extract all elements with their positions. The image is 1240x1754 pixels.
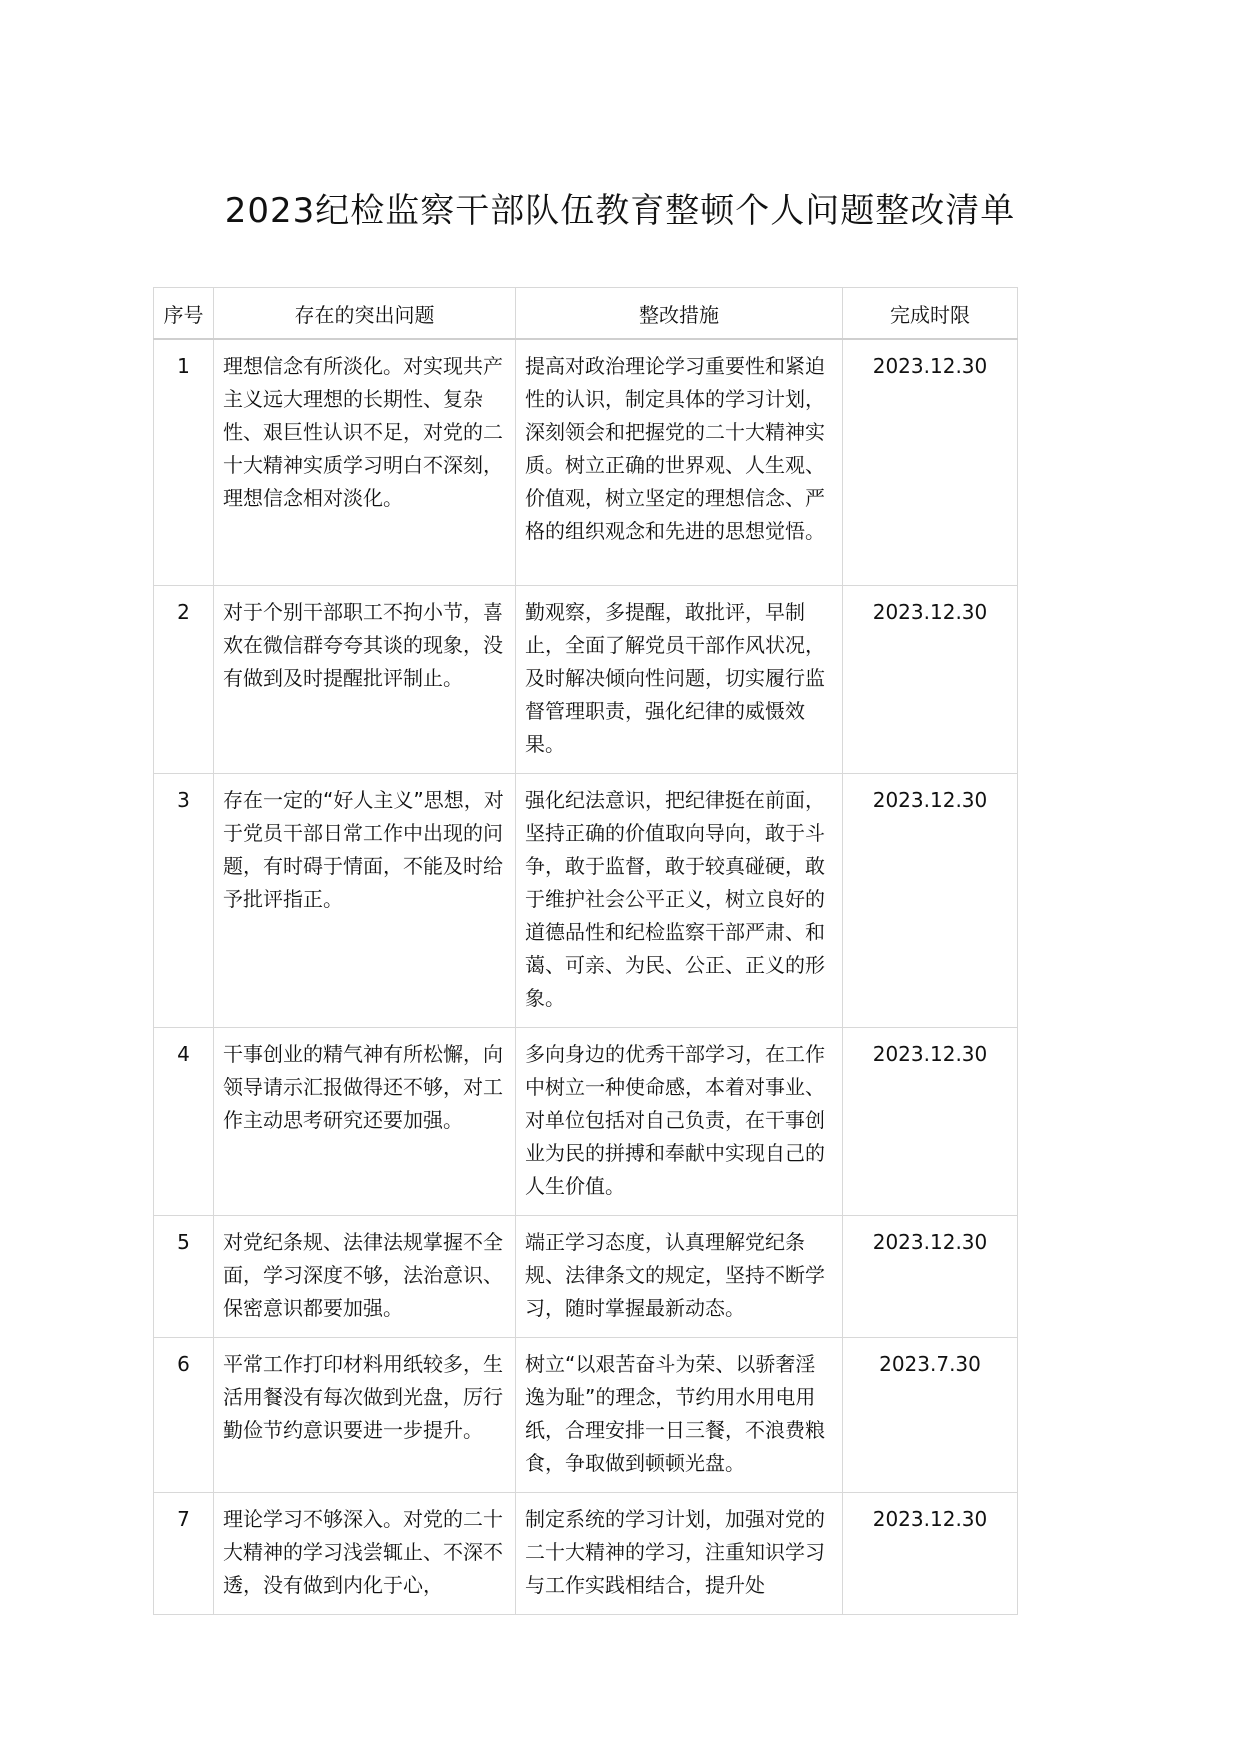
header-measures: 整改措施	[516, 288, 843, 340]
table-row	[154, 1492, 1018, 1614]
row-deadline: 2023.12.30	[843, 585, 1018, 773]
row-deadline: 2023.12.30	[843, 773, 1018, 1027]
header-problem: 存在的突出问题	[214, 288, 516, 340]
row-deadline: 2023.12.30	[843, 1492, 1018, 1614]
row-index: 2	[154, 585, 214, 773]
table-header	[154, 288, 1018, 340]
header-deadline: 完成时限	[843, 288, 1018, 340]
row-index: 4	[154, 1027, 214, 1215]
table-row	[154, 339, 1018, 585]
row-measures: 端正学习态度，认真理解党纪条规、法律条文的规定，坚持不断学习，随时掌握最新动态。	[516, 1215, 843, 1337]
table-body	[154, 339, 1018, 1614]
row-measures: 制定系统的学习计划，加强对党的二十大精神的学习，注重知识学习与工作实践相结合，提升处	[516, 1492, 843, 1614]
row-deadline: 2023.12.30	[843, 1215, 1018, 1337]
table-row	[154, 1027, 1018, 1215]
row-measures: 强化纪法意识，把纪律挺在前面，坚持正确的价值取向导向，敢于斗争，敢于监督，敢于较真碰硬，敢于维护社会公平正义，树立良好的道德品性和纪检监察干部严肃、和蔼、可亲、为民、公正、正义的形象。	[516, 773, 843, 1027]
row-problem: 平常工作打印材料用纸较多，生活用餐没有每次做到光盘，厉行勤俭节约意识要进一步提升。	[214, 1337, 516, 1492]
row-problem: 对于个别干部职工不拘小节，喜欢在微信群夸夸其谈的现象，没有做到及时提醒批评制止。	[214, 585, 516, 773]
row-index: 3	[154, 773, 214, 1027]
header-index: 序号	[154, 288, 214, 340]
row-index: 5	[154, 1215, 214, 1337]
row-index: 7	[154, 1492, 214, 1614]
row-measures: 提高对政治理论学习重要性和紧迫性的认识，制定具体的学习计划，深刻领会和把握党的二十大精神实质。树立正确的世界观、人生观、价值观，树立坚定的理想信念、严格的组织观念和先进的思想觉悟。	[516, 339, 843, 585]
rectification-table	[153, 287, 1018, 1615]
row-deadline: 2023.12.30	[843, 339, 1018, 585]
table-row	[154, 773, 1018, 1027]
table-row	[154, 1215, 1018, 1337]
row-problem: 存在一定的“好人主义”思想，对于党员干部日常工作中出现的问题，有时碍于情面，不能及时给予批评指正。	[214, 773, 516, 1027]
row-deadline: 2023.12.30	[843, 1027, 1018, 1215]
row-problem: 理想信念有所淡化。对实现共产主义远大理想的长期性、复杂性、艰巨性认识不足，对党的二十大精神实质学习明白不深刻，理想信念相对淡化。	[214, 339, 516, 585]
row-measures: 勤观察，多提醒，敢批评，早制止，全面了解党员干部作风状况，及时解决倾向性问题，切实履行监督管理职责，强化纪律的威慑效果。	[516, 585, 843, 773]
table-row	[154, 585, 1018, 773]
row-measures: 树立“以艰苦奋斗为荣、以骄奢淫逸为耻”的理念，节约用水用电用纸，合理安排一日三餐，不浪费粮食，争取做到顿顿光盘。	[516, 1337, 843, 1492]
row-index: 6	[154, 1337, 214, 1492]
row-problem: 理论学习不够深入。对党的二十大精神的学习浅尝辄止、不深不透，没有做到内化于心，	[214, 1492, 516, 1614]
document-title: 2023纪检监察干部队伍教育整顿个人问题整改清单	[224, 191, 1016, 231]
row-problem: 对党纪条规、法律法规掌握不全面，学习深度不够，法治意识、保密意识都要加强。	[214, 1215, 516, 1337]
row-problem: 干事创业的精气神有所松懈，向领导请示汇报做得还不够，对工作主动思考研究还要加强。	[214, 1027, 516, 1215]
row-measures: 多向身边的优秀干部学习，在工作中树立一种使命感，本着对事业、对单位包括对自己负责，在干事创业为民的拼搏和奉献中实现自己的人生价值。	[516, 1027, 843, 1215]
row-index: 1	[154, 339, 214, 585]
row-deadline: 2023.7.30	[843, 1337, 1018, 1492]
header-row	[154, 288, 1018, 340]
table-row	[154, 1337, 1018, 1492]
